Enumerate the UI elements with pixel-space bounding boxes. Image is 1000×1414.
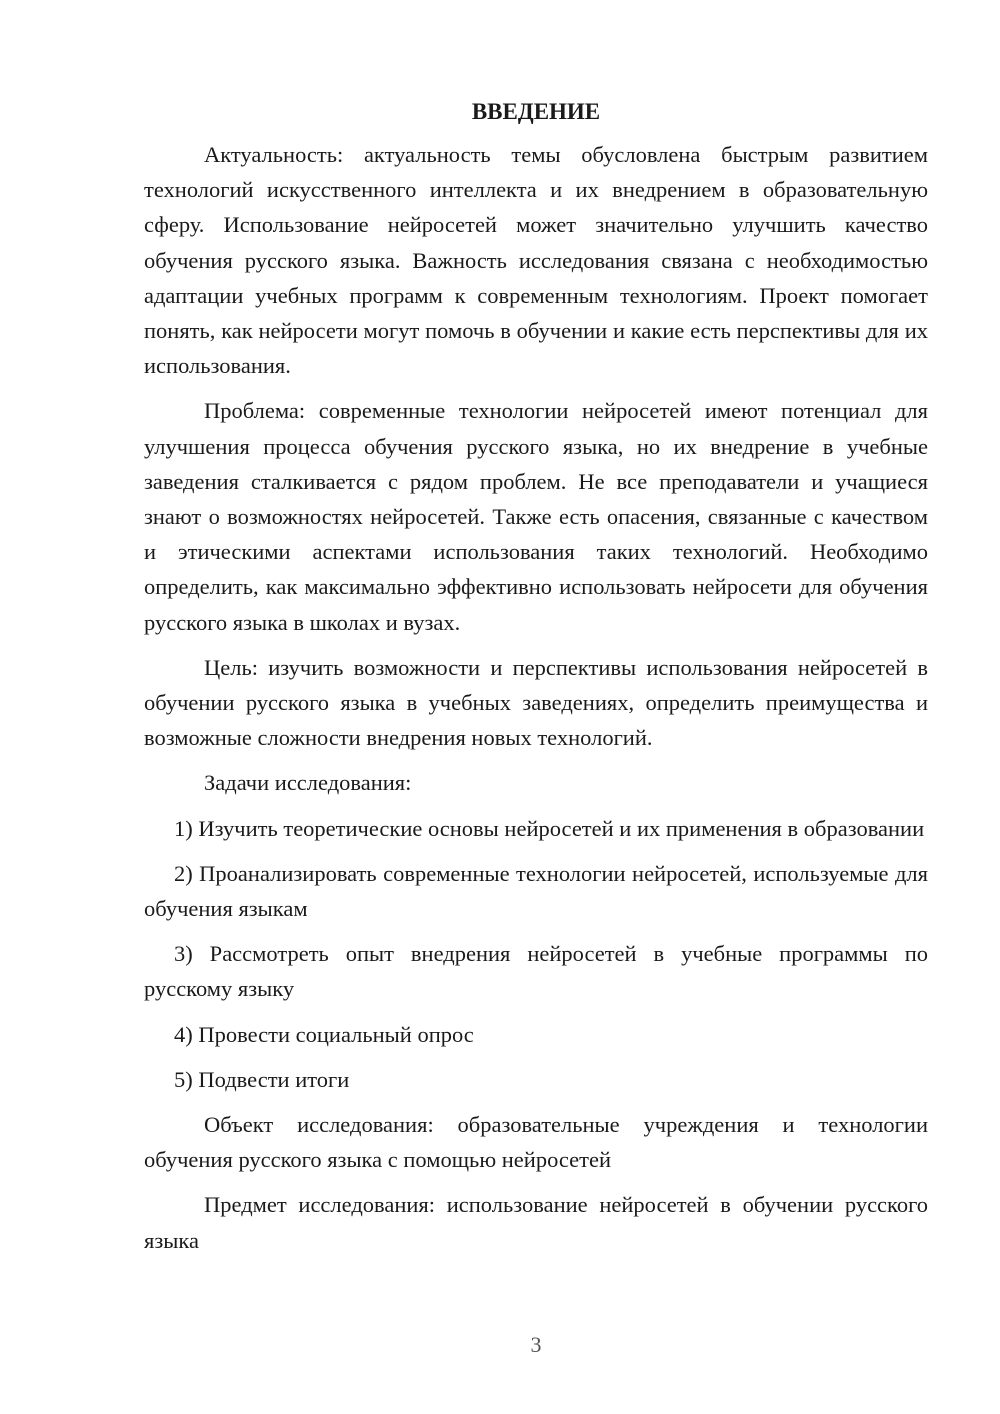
page-number: 3: [530, 1332, 542, 1357]
paragraph-object: Объект исследования: образовательные учреждения и технологии обучения русского языка с помощью нейросетей: [144, 1112, 928, 1173]
section-title: ВВЕДЕНИЕ: [471, 99, 601, 124]
task-item-3: 3) Рассмотреть опыт внедрения нейросетей в учебные программы по русскому языку: [144, 941, 928, 1002]
page-content: [144, 94, 928, 1268]
paragraph-subject: Предмет исследования: использование нейросетей в обучении русского языка: [144, 1192, 928, 1253]
paragraph-goal: Цель: изучить возможности и перспективы использования нейросетей в обучении русского языка в учебных заведениях, определить преимущества и возможные сложности внедрения новых технологий.: [144, 654, 928, 751]
paragraph-problem: Проблема: современные технологии нейросетей имеют потенциал для улучшения процесса обучения русского языка, но их внедрение в учебные заведения сталкивается с рядом проблем. Не все преподаватели и учащиеся знают о возможностях нейросетей. Также есть опасения, связанные с качеством и этическими аспектами использования таких технологий. Необходимо определить, как максимально эффективно использовать нейросети для обучения русского языка в школах и вузах.: [144, 398, 928, 635]
task-item-2: 2) Проанализировать современные технологии нейросетей, используемые для обучения языкам: [144, 860, 928, 922]
task-item-4: 4) Провести социальный опрос: [174, 1021, 474, 1047]
task-item-5: 5) Подвести итоги: [174, 1066, 350, 1092]
paragraph-tasks-heading: Задачи исследования:: [204, 770, 412, 796]
paragraph-relevance: Актуальность: актуальность темы обусловлена быстрым развитием технологий искусственного интеллекта и их внедрением в образовательную сферу. Использование нейросетей может значительно улучшить качество обучения русского языка. Важность исследования связана с необходимостью адаптации учебных программ к современным технологиям. Проект помогает понять, как нейросети могут помочь в обучении и какие есть перспективы для их использования.: [144, 142, 928, 379]
task-item-1: 1) Изучить теоретические основы нейросетей и их применения в образовании: [174, 815, 925, 841]
